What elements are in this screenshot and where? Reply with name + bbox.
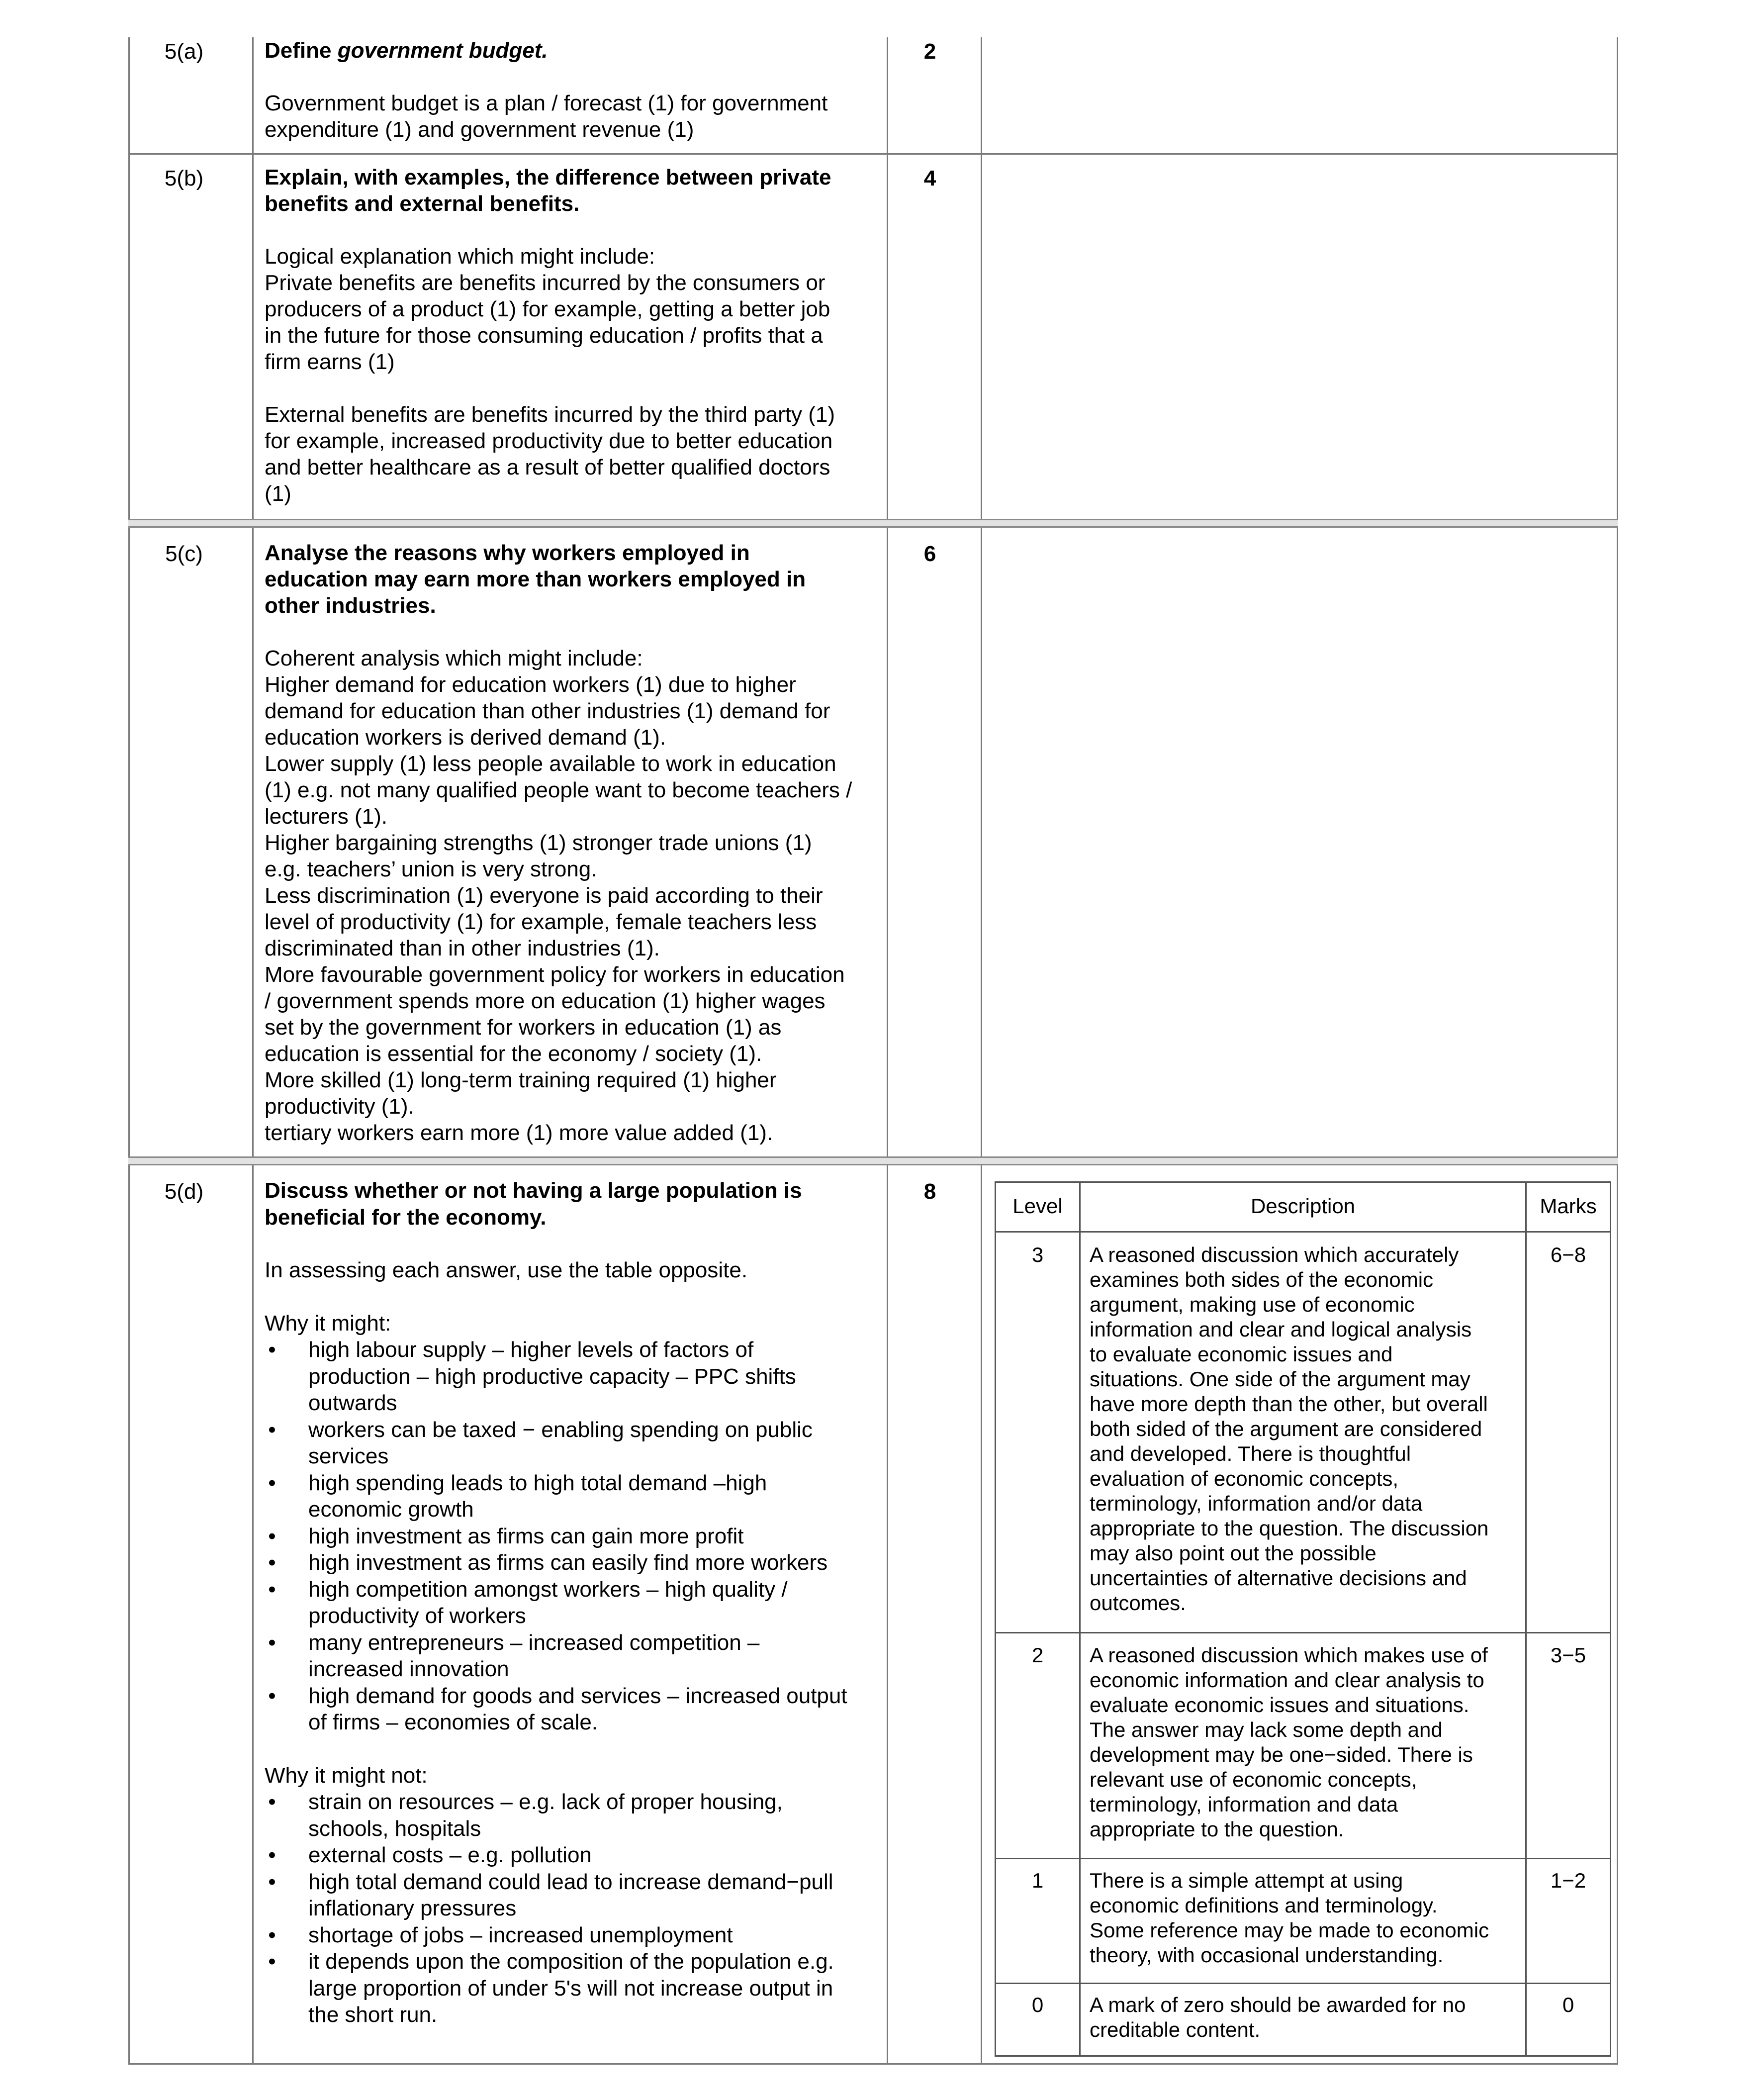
answer-block-5b bbox=[265, 164, 881, 507]
question-line: benefits and external benefits. bbox=[265, 191, 580, 216]
description-line: uncertainties of alternative decisions and bbox=[1090, 1566, 1467, 1590]
level-value: 1 bbox=[1031, 1869, 1044, 1892]
item-line: high total demand could lead to increase demand−pull bbox=[308, 1869, 833, 1894]
table-border-left bbox=[128, 37, 130, 2064]
answer-line: External benefits are benefits incurred by the third party (1) bbox=[265, 402, 835, 427]
column-divider-guidance bbox=[981, 37, 982, 2064]
assess-instruction: In assessing each answer, use the table opposite. bbox=[265, 1258, 748, 1282]
question-id-5b: 5(b) bbox=[164, 166, 204, 191]
description-line: argument, making use of economic bbox=[1090, 1293, 1415, 1316]
why-not-heading: Why it might not: bbox=[265, 1763, 428, 1788]
question-line: other industries. bbox=[265, 593, 436, 618]
column-divider-marks bbox=[887, 37, 888, 2064]
answer-line: firm earns (1) bbox=[265, 350, 395, 374]
question-line: Analyse the reasons why workers employed in bbox=[265, 541, 750, 565]
item-line: services bbox=[308, 1444, 389, 1468]
header-divider bbox=[996, 1231, 1610, 1233]
list-item bbox=[265, 1417, 881, 1470]
answer-line: e.g. teachers’ union is very strong. bbox=[265, 857, 597, 881]
answer-line: (1) e.g. not many qualified people want to become teachers / bbox=[265, 778, 852, 802]
answer-line: tertiary workers earn more (1) more value added (1). bbox=[265, 1121, 773, 1145]
description-line: A mark of zero should be awarded for no bbox=[1090, 1993, 1466, 2016]
level-marks: 3−5 bbox=[1550, 1643, 1586, 1667]
bullet: • bbox=[268, 1949, 276, 1974]
answer-line: More skilled (1) long-term training required (1) higher bbox=[265, 1068, 777, 1092]
list-item bbox=[265, 1842, 881, 1869]
answer-line: in the future for those consuming education / profits that a bbox=[265, 323, 823, 348]
description-line: terminology, information and data bbox=[1090, 1793, 1398, 1816]
item-line: it depends upon the composition of the population e.g. bbox=[308, 1949, 834, 1974]
item-line: productivity of workers bbox=[308, 1604, 526, 1628]
description-line: outcomes. bbox=[1090, 1591, 1186, 1615]
bullet: • bbox=[268, 1869, 276, 1894]
item-line: increased innovation bbox=[308, 1657, 509, 1681]
answer-line: producers of a product (1) for example, getting a better job bbox=[265, 297, 830, 321]
answer-line: and better healthcare as a result of better qualified doctors bbox=[265, 455, 830, 479]
list-item bbox=[265, 1576, 881, 1629]
description-line: situations. One side of the argument may bbox=[1090, 1367, 1470, 1391]
list-item bbox=[265, 1549, 881, 1576]
table-border-right bbox=[1617, 37, 1618, 2064]
level-description bbox=[1090, 1242, 1522, 1616]
question-term: government budget. bbox=[337, 38, 548, 63]
level-marks: 1−2 bbox=[1550, 1869, 1586, 1892]
list-item bbox=[265, 1922, 881, 1949]
item-line: production – high productive capacity – PPC shifts bbox=[308, 1364, 796, 1389]
item-line: many entrepreneurs – increased competition – bbox=[308, 1630, 760, 1655]
question-id-5a: 5(a) bbox=[164, 39, 204, 64]
marks-5b: 4 bbox=[923, 166, 936, 191]
list-item bbox=[265, 1629, 881, 1683]
description-line: have more depth than the other, but overall bbox=[1090, 1392, 1488, 1416]
level-description bbox=[1090, 1868, 1522, 1968]
description-line: A reasoned discussion which accurately bbox=[1090, 1243, 1459, 1266]
description-line: relevant use of economic concepts, bbox=[1090, 1768, 1417, 1791]
item-line: inflationary pressures bbox=[308, 1896, 517, 1920]
bullet: • bbox=[268, 1337, 276, 1362]
answer-line: Higher bargaining strengths (1) stronger trade unions (1) bbox=[265, 831, 812, 855]
question-line: Explain, with examples, the difference between private bbox=[265, 165, 831, 190]
answer-line: discriminated than in other industries (1). bbox=[265, 936, 660, 960]
description-line: to evaluate economic issues and bbox=[1090, 1342, 1393, 1366]
level-value: 3 bbox=[1031, 1243, 1044, 1266]
item-line: high spending leads to high total demand –high bbox=[308, 1470, 767, 1495]
description-line: evaluate economic issues and situations. bbox=[1090, 1693, 1469, 1717]
answer-line: for example, increased productivity due to better education bbox=[265, 429, 833, 453]
item-line: high demand for goods and services – increased output bbox=[308, 1683, 847, 1708]
item-line: outwards bbox=[308, 1391, 397, 1415]
answer-line: demand for education than other industries (1) demand for bbox=[265, 699, 830, 723]
answer-line: / government spends more on education (1) higher wages bbox=[265, 989, 826, 1013]
list-item bbox=[265, 1789, 881, 1842]
item-line: high labour supply – higher levels of factors of bbox=[308, 1337, 754, 1362]
why-heading: Why it might: bbox=[265, 1311, 391, 1336]
description-line: economic definitions and terminology. bbox=[1090, 1894, 1438, 1917]
answer-line: education is essential for the economy / society (1). bbox=[265, 1042, 762, 1066]
bullet: • bbox=[268, 1550, 276, 1575]
item-line: high investment as firms can easily find more workers bbox=[308, 1550, 828, 1575]
description-line: terminology, information and/or data bbox=[1090, 1492, 1423, 1515]
question-id-5c: 5(c) bbox=[165, 542, 203, 566]
item-line: external costs – e.g. pollution bbox=[308, 1843, 592, 1867]
bullet: • bbox=[268, 1683, 276, 1708]
level-description bbox=[1090, 1993, 1522, 2042]
list-item bbox=[265, 1470, 881, 1523]
description-line: creditable content. bbox=[1090, 2018, 1261, 2041]
description-line: economic information and clear analysis to bbox=[1090, 1668, 1484, 1692]
answer-line: Higher demand for education workers (1) due to higher bbox=[265, 672, 796, 697]
bullet: • bbox=[268, 1577, 276, 1602]
description-line: A reasoned discussion which makes use of bbox=[1090, 1643, 1488, 1667]
answer-line: productivity (1). bbox=[265, 1094, 414, 1119]
why-not-list bbox=[265, 1789, 881, 2028]
list-item bbox=[265, 1523, 881, 1550]
bullet: • bbox=[268, 1922, 276, 1947]
question-id-5d: 5(d) bbox=[164, 1179, 204, 1204]
description-line: Some reference may be made to economic bbox=[1090, 1918, 1489, 1942]
answer-line: Lower supply (1) less people available to work in education bbox=[265, 752, 836, 776]
answer-block-5c bbox=[265, 540, 881, 1146]
description-line: There is a simple attempt at using bbox=[1090, 1869, 1403, 1892]
item-line: strain on resources – e.g. lack of proper housing, bbox=[308, 1790, 783, 1814]
item-line: shortage of jobs – increased unemployment bbox=[308, 1922, 733, 1947]
header-description: Description bbox=[1250, 1194, 1356, 1218]
level-divider bbox=[996, 1983, 1610, 1984]
level-marks: 6−8 bbox=[1550, 1243, 1586, 1266]
answer-intro: Coherent analysis which might include: bbox=[265, 646, 643, 670]
answer-line: expenditure (1) and government revenue (1) bbox=[265, 117, 694, 142]
bullet: • bbox=[268, 1790, 276, 1814]
question-prefix: Define bbox=[265, 38, 338, 63]
item-line: of firms – economies of scale. bbox=[308, 1710, 598, 1734]
question-line: beneficial for the economy. bbox=[265, 1205, 547, 1230]
bullet: • bbox=[268, 1843, 276, 1867]
why-list bbox=[265, 1336, 881, 1736]
bullet: • bbox=[268, 1630, 276, 1655]
answer-block-5a bbox=[265, 37, 881, 143]
description-line: The answer may lack some depth and bbox=[1090, 1718, 1443, 1741]
level-col-divider bbox=[1079, 1183, 1081, 2055]
marks-col-divider bbox=[1525, 1183, 1527, 2055]
description-line: both sided of the argument are considered bbox=[1090, 1417, 1482, 1440]
bullet: • bbox=[268, 1470, 276, 1495]
level-descriptor-table bbox=[995, 1181, 1611, 2057]
list-item bbox=[265, 1869, 881, 1922]
table-border-bottom bbox=[128, 2063, 1618, 2065]
description-line: appropriate to the question. The discussion bbox=[1090, 1517, 1489, 1540]
item-line: workers can be taxed − enabling spending on public bbox=[308, 1417, 813, 1442]
level-value: 0 bbox=[1031, 1993, 1044, 2016]
answer-line: Government budget is a plan / forecast (1) for government bbox=[265, 91, 828, 115]
question-line: Discuss whether or not having a large population is bbox=[265, 1178, 802, 1203]
item-line: the short run. bbox=[308, 2003, 438, 2027]
answer-line: level of productivity (1) for example, female teachers less bbox=[265, 910, 817, 934]
item-line: high investment as firms can gain more profit bbox=[308, 1524, 744, 1548]
question-text-5a bbox=[265, 37, 881, 64]
description-line: and developed. There is thoughtful bbox=[1090, 1442, 1411, 1465]
bullet: • bbox=[268, 1417, 276, 1442]
list-item bbox=[265, 1336, 881, 1417]
answer-line: More favourable government policy for workers in education bbox=[265, 962, 845, 987]
level-description bbox=[1090, 1643, 1522, 1842]
answer-intro: Logical explanation which might include: bbox=[265, 244, 655, 269]
answer-line: lecturers (1). bbox=[265, 804, 387, 829]
marks-5a: 2 bbox=[923, 39, 936, 64]
description-line: theory, with occasional understanding. bbox=[1090, 1943, 1444, 1967]
marks-5c: 6 bbox=[923, 542, 936, 566]
bullet: • bbox=[268, 1524, 276, 1548]
description-line: appropriate to the question. bbox=[1090, 1817, 1344, 1841]
answer-line: education workers is derived demand (1). bbox=[265, 725, 666, 750]
row-divider-b-c bbox=[128, 519, 1618, 528]
description-line: evaluation of economic concepts, bbox=[1090, 1467, 1399, 1490]
row-divider-c-d bbox=[128, 1156, 1618, 1165]
description-line: development may be one−sided. There is bbox=[1090, 1743, 1473, 1766]
answer-line: Less discrimination (1) everyone is paid according to their bbox=[265, 883, 823, 908]
description-line: may also point out the possible bbox=[1090, 1541, 1377, 1565]
item-line: schools, hospitals bbox=[308, 1816, 481, 1841]
description-line: information and clear and logical analysis bbox=[1090, 1318, 1472, 1341]
item-line: high competition amongst workers – high quality / bbox=[308, 1577, 788, 1602]
header-marks: Marks bbox=[1540, 1194, 1597, 1218]
level-value: 2 bbox=[1031, 1643, 1044, 1667]
answer-line: set by the government for workers in education (1) as bbox=[265, 1015, 782, 1040]
answer-line: Private benefits are benefits incurred by the consumers or bbox=[265, 271, 826, 295]
marks-5d: 8 bbox=[923, 1179, 936, 1204]
level-divider bbox=[996, 1632, 1610, 1633]
list-item bbox=[265, 1948, 881, 2028]
question-line: education may earn more than workers employed in bbox=[265, 567, 806, 591]
item-line: large proportion of under 5's will not increase output in bbox=[308, 1976, 833, 2001]
level-divider bbox=[996, 1858, 1610, 1859]
row-divider-a-b bbox=[128, 153, 1618, 155]
answer-block-5d bbox=[265, 1177, 881, 2028]
item-line: economic growth bbox=[308, 1497, 474, 1522]
header-level: Level bbox=[1012, 1194, 1063, 1218]
level-marks: 0 bbox=[1562, 1993, 1574, 2016]
column-divider-question bbox=[252, 37, 254, 2064]
answer-line: (1) bbox=[265, 481, 291, 506]
list-item bbox=[265, 1683, 881, 1736]
description-line: examines both sides of the economic bbox=[1090, 1268, 1434, 1291]
